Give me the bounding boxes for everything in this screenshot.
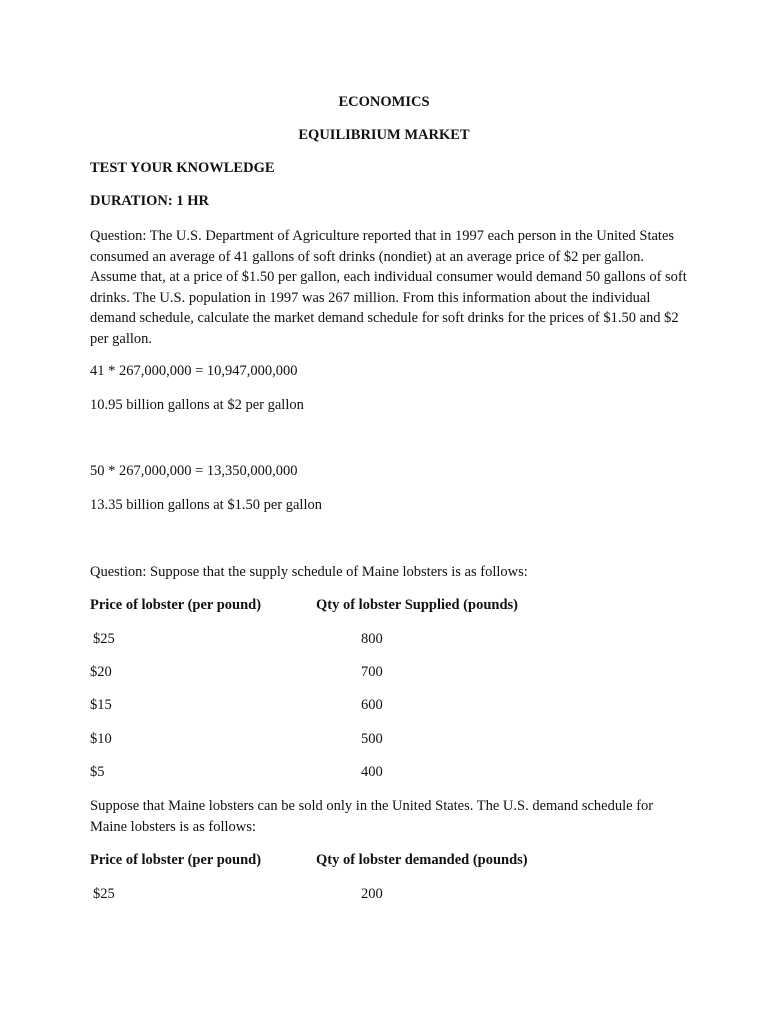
supply-row-price: $10 (90, 731, 112, 747)
duration-label: DURATION: 1 HR (90, 193, 209, 209)
topic-heading: EQUILIBRIUM MARKET (298, 127, 470, 143)
result-2: 13.35 billion gallons at $1.50 per gallon (90, 497, 322, 513)
test-label: TEST YOUR KNOWLEDGE (90, 160, 275, 176)
supply-row-qty: 600 (361, 697, 383, 713)
calculation-2: 50 * 267,000,000 = 13,350,000,000 (90, 463, 298, 479)
supply-row-qty: 800 (361, 631, 383, 647)
question-1-text: Question: The U.S. Department of Agriculture reported that in 1997 each person in the United States consumed an average of 41 gallons of soft drinks (nondiet) at an average price of $2 per gallon. Assume that, at a price of $1.50 per gallon, each individual consumer would demand 50 gallons of soft drinks. The U.S. population in 1997 was 267 million. From this information about the individual demand schedule, calculate the market demand schedule for soft drinks for the prices of $1.50 and $2 per gallon. (90, 228, 687, 347)
supply-row-price: $15 (90, 697, 112, 713)
supply-header-qty: Qty of lobster Supplied (pounds) (316, 597, 518, 613)
subject-heading: ECONOMICS (338, 94, 430, 110)
supply-row-qty: 400 (361, 764, 383, 780)
result-1: 10.95 billion gallons at $2 per gallon (90, 397, 304, 413)
demand-row-qty: 200 (361, 886, 383, 902)
supply-row-price: $25 (93, 631, 115, 647)
demand-header-price: Price of lobster (per pound) (90, 852, 262, 868)
demand-header-qty: Qty of lobster demanded (pounds) (316, 852, 528, 868)
supply-row-price: $5 (90, 764, 105, 780)
demand-row-price: $25 (93, 886, 115, 902)
supply-row-qty: 500 (361, 731, 383, 747)
supply-row-price: $20 (90, 664, 112, 680)
supply-row-qty: 700 (361, 664, 383, 680)
question-2-text: Question: Suppose that the supply schedule of Maine lobsters is as follows: (90, 564, 528, 580)
calculation-1: 41 * 267,000,000 = 10,947,000,000 (90, 363, 298, 379)
demand-intro-text: Suppose that Maine lobsters can be sold only in the United States. The U.S. demand schedule for Maine lobsters is as follows: (90, 798, 654, 835)
supply-header-price: Price of lobster (per pound) (90, 597, 262, 613)
